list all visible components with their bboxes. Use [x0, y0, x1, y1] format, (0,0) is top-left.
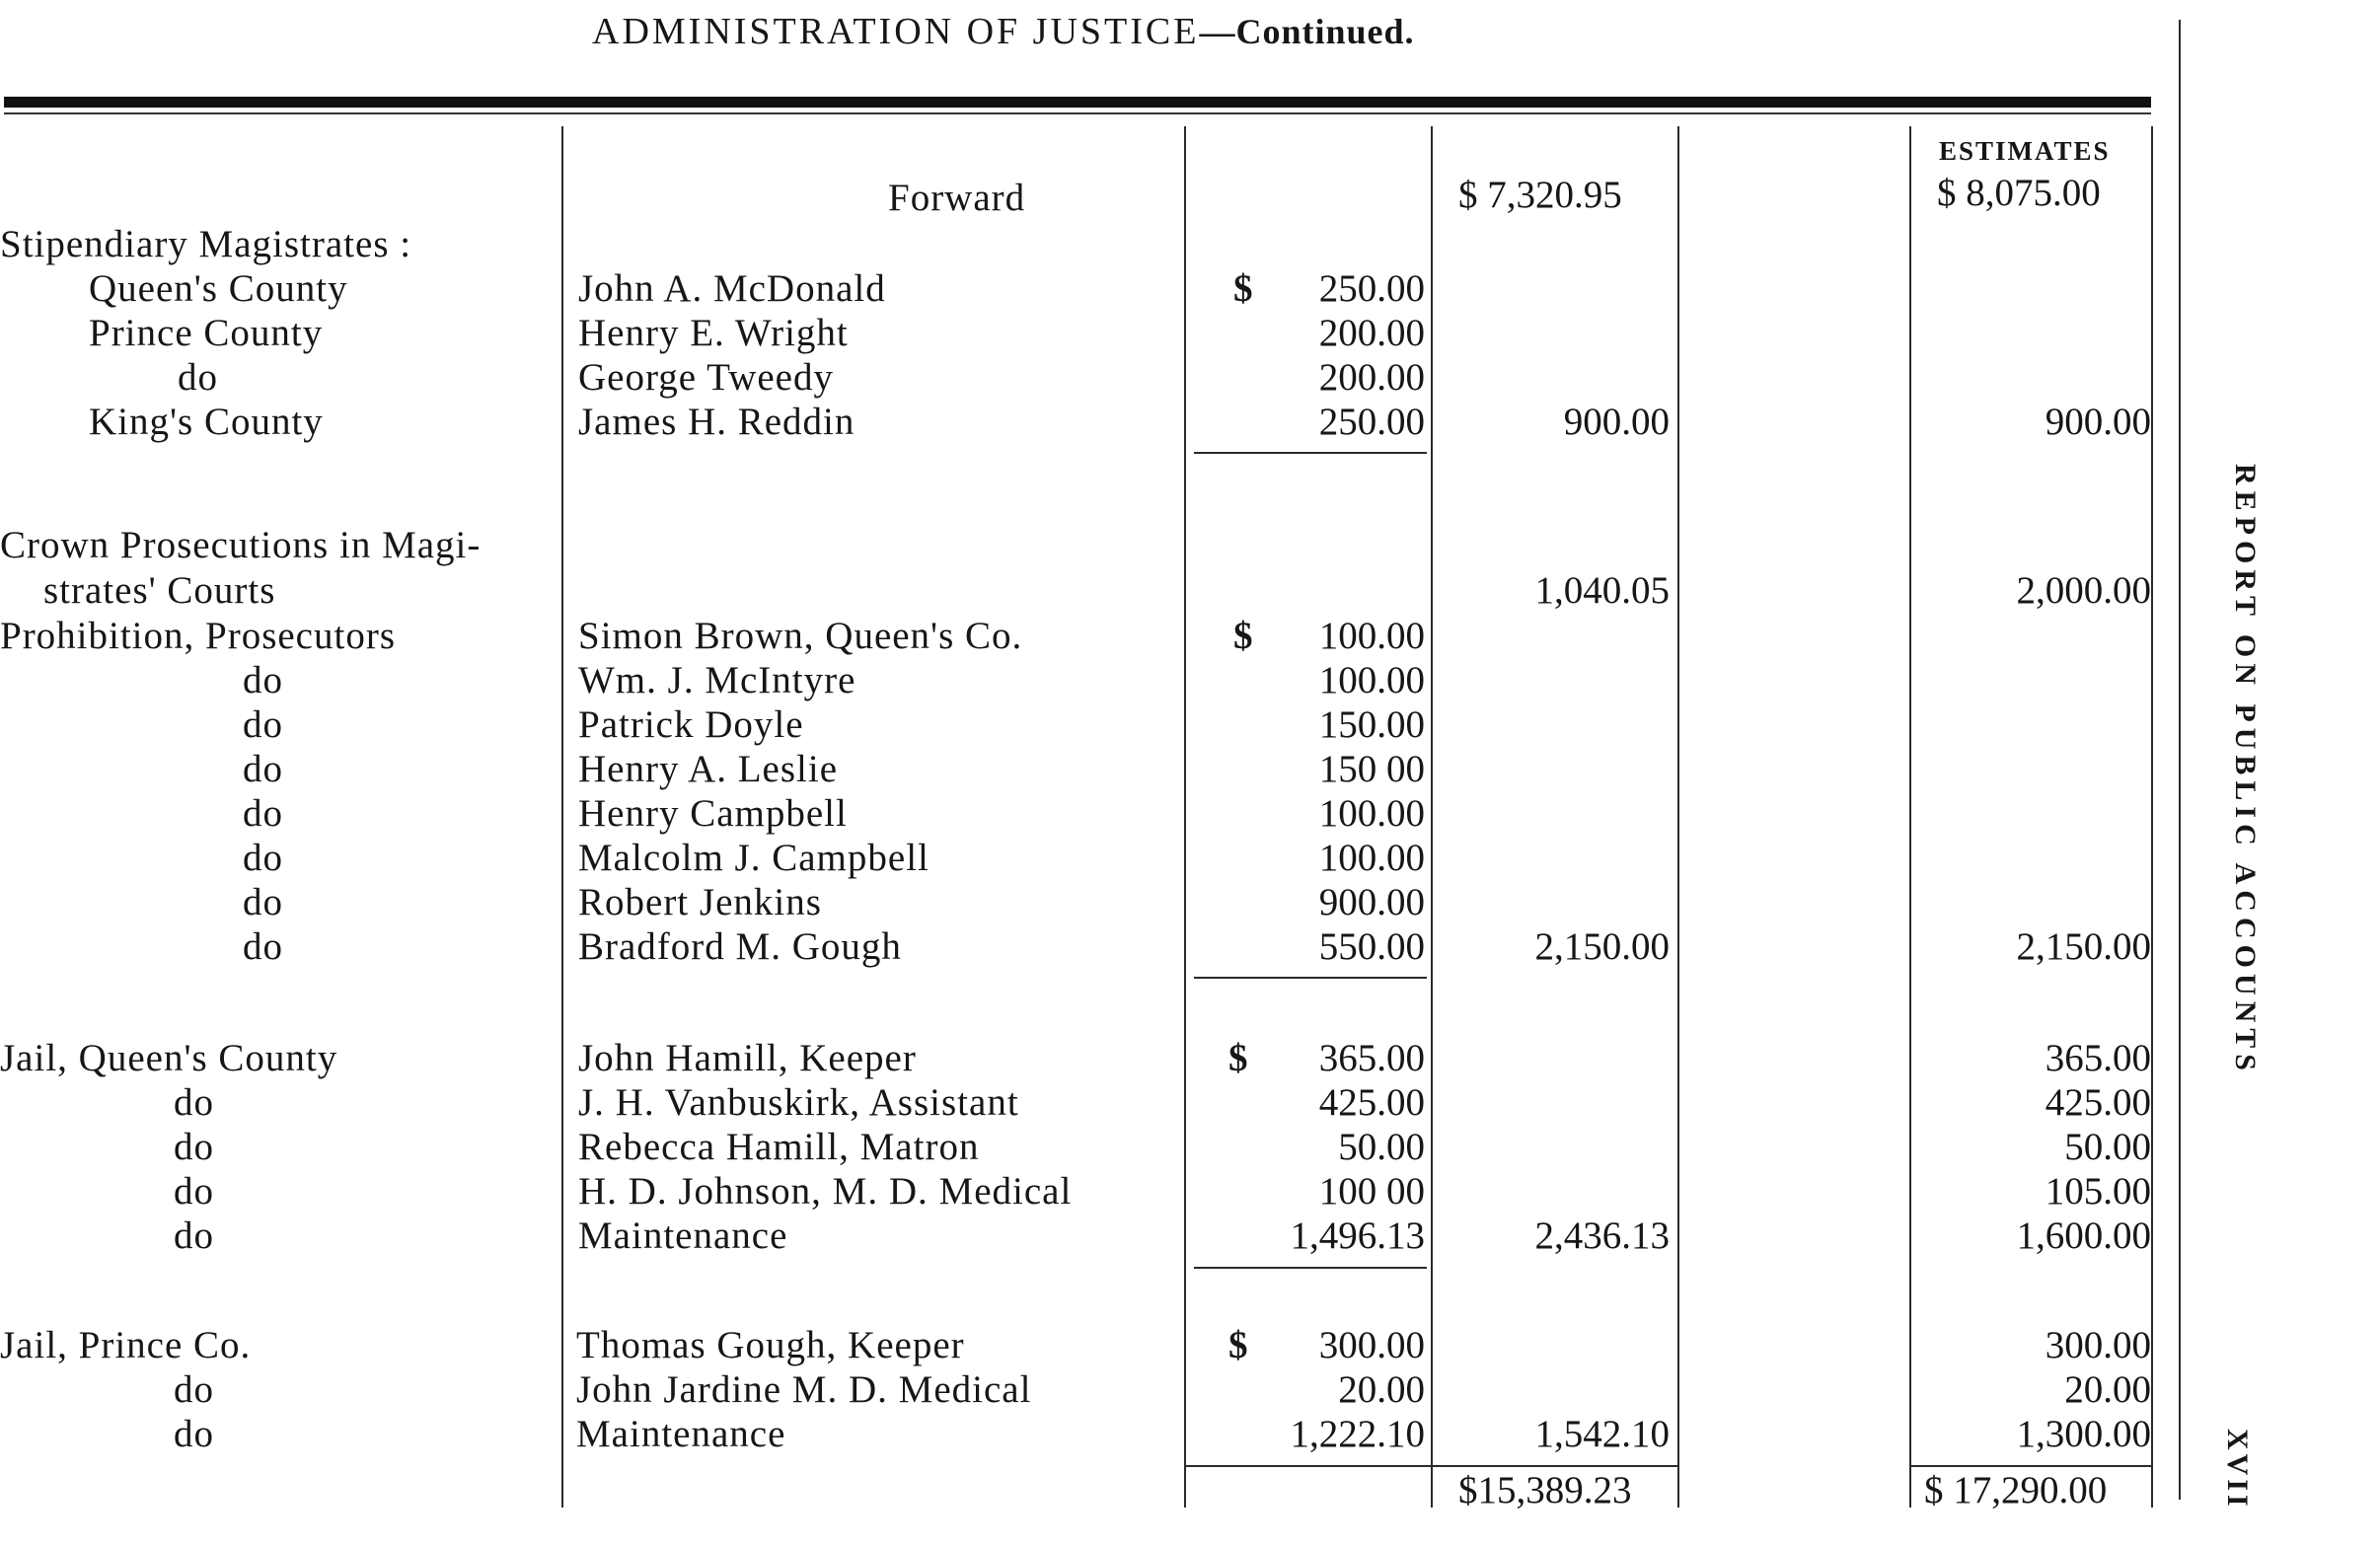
jail-prince-name: Thomas Gough, Keeper [576, 1324, 965, 1366]
prohibition-estimate: 2,150.00 [2016, 925, 2151, 968]
forward-estimate: $ 8,075.00 [1937, 172, 2101, 214]
page-folio: XVII [2221, 1429, 2254, 1510]
jail-queens-name: John Hamill, Keeper [578, 1037, 917, 1079]
jail-queens-name: H. D. Johnson, M. D. Medical [578, 1170, 1073, 1213]
prohibition-amount: 900.00 [1318, 881, 1425, 923]
title-continued: —Continued. [1199, 12, 1415, 51]
prohibition-total: 2,150.00 [1534, 925, 1670, 968]
prohibition-heading: Prohibition, Prosecutors [0, 615, 396, 657]
prohibition-name: Robert Jenkins [578, 881, 822, 923]
jail-prince-estimate: 300.00 [2045, 1324, 2151, 1366]
stipendiary-amount: 250.00 [1318, 267, 1425, 310]
stipendiary-heading: Stipendiary Magistrates : [0, 223, 412, 265]
prohibition-amount: 100.00 [1318, 837, 1425, 879]
prohibition-name: Patrick Doyle [578, 703, 804, 746]
heading-rule-thick [4, 97, 2151, 108]
subtotal-rule [1194, 1267, 1427, 1269]
jail-prince-total: 1,542.10 [1534, 1413, 1670, 1455]
jail-queens-place: do [174, 1214, 214, 1257]
grand-total-rule [1184, 1465, 1677, 1467]
prohibition-name: Henry Campbell [578, 792, 848, 835]
prohibition-place: do [243, 703, 283, 746]
prohibition-name: Simon Brown, Queen's Co. [578, 615, 1023, 657]
forward-total: $ 7,320.95 [1458, 174, 1622, 216]
jail-queens-place: do [174, 1170, 214, 1213]
crown-heading-line1: Crown Prosecutions in Magi- [0, 524, 482, 566]
jail-queens-amount: 50.00 [1338, 1126, 1425, 1168]
running-side-title: REPORT ON PUBLIC ACCOUNTS [2229, 464, 2262, 1076]
jail-queens-place: do [174, 1081, 214, 1124]
jail-queens-place: do [174, 1126, 214, 1168]
jail-queens-name: Rebecca Hamill, Matron [578, 1126, 980, 1168]
jail-prince-name: John Jardine M. D. Medical [576, 1368, 1032, 1411]
column-rule-4 [1677, 126, 1679, 1508]
stipendiary-place: Prince County [89, 312, 324, 354]
jail-prince-place: do [174, 1413, 214, 1455]
crown-heading-line2: strates' Courts [43, 569, 276, 612]
dollar-sign: $ [1233, 267, 1253, 310]
stipendiary-place: Queen's County [89, 267, 348, 310]
jail-prince-name: Maintenance [576, 1413, 786, 1455]
page-edge-rule [2179, 20, 2181, 1500]
jail-queens-estimate: 1,600.00 [2016, 1214, 2151, 1257]
prohibition-amount: 100.00 [1318, 792, 1425, 835]
stipendiary-amount: 200.00 [1318, 312, 1425, 354]
jail-prince-amount: 300.00 [1318, 1324, 1425, 1366]
prohibition-name: Bradford M. Gough [578, 925, 902, 968]
title-text: ADMINISTRATION OF JUSTICE [592, 11, 1200, 52]
stipendiary-place: King's County [89, 401, 324, 443]
jail-prince-amount: 20.00 [1338, 1368, 1425, 1411]
prohibition-place: do [243, 881, 283, 923]
jail-queens-estimate: 365.00 [2045, 1037, 2151, 1079]
column-rule-3 [1431, 126, 1433, 1508]
jail-prince-place: do [174, 1368, 214, 1411]
jail-queens-estimate: 105.00 [2045, 1170, 2151, 1213]
forward-label: Forward [888, 177, 1026, 219]
jail-prince-estimate: 1,300.00 [2016, 1413, 2151, 1455]
heading-rule-thin [4, 112, 2151, 114]
prohibition-place: do [243, 925, 283, 968]
prohibition-amount: 550.00 [1318, 925, 1425, 968]
prohibition-name: Wm. J. McIntyre [578, 659, 856, 701]
prohibition-amount: 150 00 [1318, 748, 1425, 790]
jail-queens-amount: 365.00 [1318, 1037, 1425, 1079]
stipendiary-total: 900.00 [1563, 401, 1670, 443]
prohibition-place: do [243, 748, 283, 790]
prohibition-name: Malcolm J. Campbell [578, 837, 930, 879]
jail-queens-amount: 100 00 [1318, 1170, 1425, 1213]
dollar-sign: $ [1233, 615, 1253, 657]
stipendiary-name: John A. McDonald [578, 267, 886, 310]
column-rule-5 [1909, 126, 1911, 1508]
prohibition-amount: 150.00 [1318, 703, 1425, 746]
stipendiary-estimate: 900.00 [2045, 401, 2151, 443]
jail-queens-estimate: 50.00 [2064, 1126, 2151, 1168]
grand-estimate-rule [1909, 1465, 2151, 1467]
stipendiary-amount: 250.00 [1318, 401, 1425, 443]
jail-prince-estimate: 20.00 [2064, 1368, 2151, 1411]
prohibition-amount: 100.00 [1318, 615, 1425, 657]
prohibition-place: do [243, 837, 283, 879]
jail-queens-name: Maintenance [578, 1214, 788, 1257]
jail-prince-heading: Jail, Prince Co. [0, 1324, 252, 1366]
crown-total: 1,040.05 [1534, 569, 1670, 612]
stipendiary-name: Henry E. Wright [578, 312, 849, 354]
stipendiary-name: George Tweedy [578, 356, 834, 399]
stipendiary-amount: 200.00 [1318, 356, 1425, 399]
subtotal-rule [1194, 977, 1427, 979]
prohibition-place: do [243, 659, 283, 701]
dollar-sign: $ [1228, 1037, 1248, 1079]
prohibition-place: do [243, 792, 283, 835]
page-title [592, 10, 1415, 53]
stipendiary-place: do [178, 356, 218, 399]
stipendiary-name: James H. Reddin [578, 401, 855, 443]
jail-queens-heading: Jail, Queen's County [0, 1037, 338, 1079]
grand-total: $15,389.23 [1458, 1469, 1632, 1511]
column-rule-1 [561, 126, 563, 1508]
jail-queens-estimate: 425.00 [2045, 1081, 2151, 1124]
crown-estimate: 2,000.00 [2016, 569, 2151, 612]
column-rule-6 [2151, 126, 2153, 1508]
prohibition-name: Henry A. Leslie [578, 748, 839, 790]
prohibition-amount: 100.00 [1318, 659, 1425, 701]
jail-queens-name: J. H. Vanbuskirk, Assistant [578, 1081, 1019, 1124]
estimates-heading: ESTIMATES [1939, 136, 2111, 166]
jail-prince-amount: 1,222.10 [1290, 1413, 1425, 1455]
jail-queens-amount: 425.00 [1318, 1081, 1425, 1124]
grand-estimate: $ 17,290.00 [1924, 1469, 2108, 1511]
dollar-sign: $ [1228, 1324, 1248, 1366]
jail-queens-amount: 1,496.13 [1290, 1214, 1425, 1257]
subtotal-rule [1194, 452, 1427, 454]
column-rule-2 [1184, 126, 1186, 1508]
jail-queens-total: 2,436.13 [1534, 1214, 1670, 1257]
